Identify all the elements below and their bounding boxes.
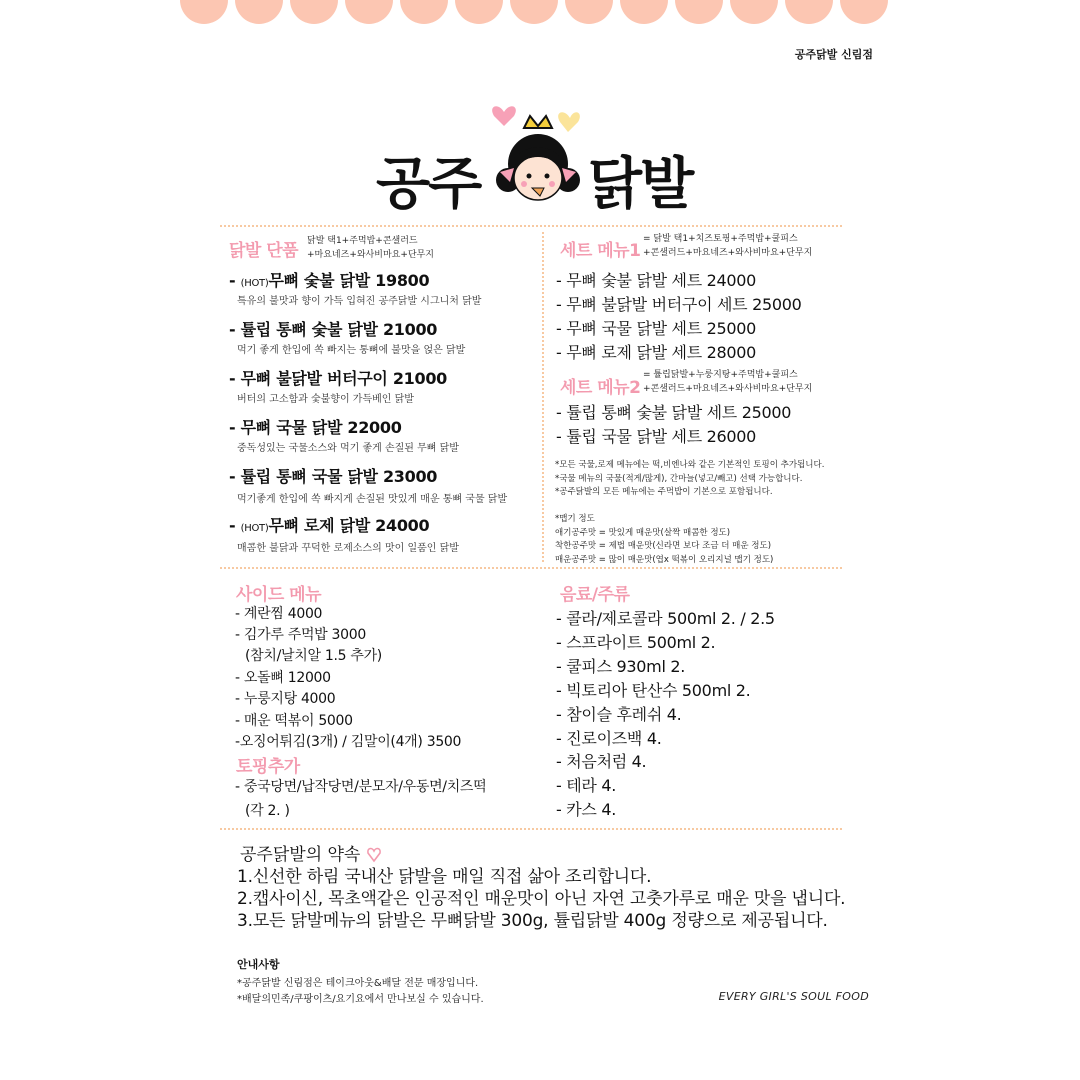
brand-logo: [370, 92, 710, 217]
divider-vertical: [542, 232, 544, 562]
drinks-title: 음료/주류: [560, 585, 630, 605]
divider-middle: [220, 567, 842, 569]
princess-mascot-icon: [488, 92, 588, 212]
menu-item: - 튤립 통뼈 숯불 닭발 21000: [229, 320, 438, 339]
side-item: (참치/날치알 1.5 추가): [245, 648, 382, 664]
menu-item-desc: 중독성있는 국물소스와 먹기 좋게 손질된 무뼈 닭발: [237, 443, 459, 454]
menu-item: - 무뼈 국물 닭발 22000: [229, 418, 402, 437]
set1-note: = 닭발 택1+치즈토핑+주먹밥+쿨피스 +콘샐러드+마요네즈+와사비마요+단무지: [643, 234, 813, 258]
drink-item: - 카스 4.: [556, 800, 617, 819]
divider-bottom: [220, 828, 842, 830]
set1-item: - 무뼈 숯불 닭발 세트 24000: [556, 271, 757, 290]
menu-item: - 튤립 통뼈 국물 닭발 23000: [229, 467, 438, 486]
notice-line: *공주닭발 신림점은 테이크아웃&배달 전문 매장입니다.: [237, 978, 479, 989]
scallop-border: [180, 0, 890, 28]
topping-item: (각 2. ): [245, 803, 290, 819]
single-menu-title: 닭발 단품: [229, 241, 299, 261]
side-item: - 김가루 주먹밥 3000: [235, 627, 366, 643]
notice-line: *배달의민족/쿠팡이츠/요기요에서 만나보실 수 있습니다.: [237, 994, 484, 1005]
set1-item: - 무뼈 국물 닭발 세트 25000: [556, 319, 757, 338]
promise-title: 공주닭발의 약속: [240, 840, 382, 865]
heart-pink-icon: [492, 106, 516, 126]
heart-yellow-icon: [558, 112, 580, 132]
brand-left: 공주: [376, 152, 481, 217]
slogan: EVERY GIRL'S SOUL FOOD: [718, 990, 869, 1003]
drink-item: - 콜라/제로콜라 500ml 2. / 2.5: [556, 609, 775, 628]
drink-item: - 참이슬 후레쉬 4.: [556, 705, 682, 724]
set1-item: - 무뼈 불닭발 버터구이 세트 25000: [556, 295, 802, 314]
side-item: - 매운 떡볶이 5000: [235, 713, 353, 729]
drink-item: - 처음처럼 4.: [556, 752, 647, 771]
menu-item-desc: 매콤한 불닭과 꾸덕한 로제소스의 맛이 일품인 닭발: [237, 543, 459, 554]
divider-top: [220, 225, 842, 227]
heart-outline-icon: [366, 847, 382, 863]
promise-line: 2.캡사이신, 목초액같은 인공적인 매운맛이 아닌 자연 고춧가루로 매운 맛을 냅니다.: [237, 889, 846, 909]
promise-line: 3.모든 닭발메뉴의 닭발은 무뼈닭발 300g, 튤립닭발 400g 정량으로 제공됩니다.: [237, 911, 828, 931]
side-item: -오징어튀김(3개) / 김말이(4개) 3500: [235, 734, 462, 750]
single-menu-note: 닭발 택1+주먹밥+콘샐러드 +마요네즈+와사비마요+단무지: [307, 236, 434, 260]
side-menu-title: 사이드 메뉴: [236, 585, 322, 605]
drink-item: - 빅토리아 탄산수 500ml 2.: [556, 681, 751, 700]
drink-item: - 테라 4.: [556, 776, 617, 795]
menu-item-desc: 먹기 좋게 한입에 쏙 빠지는 통뼈에 불맛을 얹은 닭발: [237, 345, 466, 356]
brand-right: 닭발: [588, 152, 693, 217]
menu-item: - 무뼈 불닭발 버터구이 21000: [229, 369, 448, 388]
menu-item: - (HOT)무뼈 숯불 닭발 19800: [229, 271, 430, 290]
menu-item-desc: 버터의 고소함과 숯불향이 가득베인 닭발: [237, 394, 414, 405]
topping-item: - 중국당면/납작당면/분모자/우동면/치즈떡: [235, 779, 487, 795]
set1-title: 세트 메뉴1: [560, 241, 641, 261]
set2-note: = 튤립닭발+누룽지탕+주먹밥+쿨피스 +콘샐러드+마요네즈+와사비마요+단무지: [643, 370, 813, 394]
set2-title: 세트 메뉴2: [560, 378, 641, 398]
drink-item: - 쿨피스 930ml 2.: [556, 657, 686, 676]
topping-title: 토핑추가: [236, 757, 300, 777]
menu-item: - (HOT)무뼈 로제 닭발 24000: [229, 516, 430, 535]
notes-block: *모든 국물,로제 메뉴에는 떡,비엔나와 같은 기본적인 토핑이 추가됩니다. *국물 메뉴의 국물(적게/많게), 간마늘(넣고/빼고) 선택 가능합니다. *공주닭발의 모든 메뉴에는 주먹밥이 기본으로 포함됩니다.: [555, 460, 825, 497]
crown-icon: [524, 116, 552, 128]
side-item: - 누룽지탕 4000: [235, 691, 336, 707]
spicy-level-block: *맵기 정도 애기공주맛 = 맛있게 매운맛(살짝 매콤한 정도) 착한공주맛 = 제법 매운맛(신라면 보다 조금 더 매운 정도) 매운공주맛 = 많이 매운맛(엽x 떡볶이 오리지널 맵기 정도): [555, 514, 774, 565]
set2-item: - 튤립 통뼈 숯불 닭발 세트 25000: [556, 403, 792, 422]
notice-title: 안내사항: [237, 958, 280, 971]
promise-line: 1.신선한 하림 국내산 닭발을 매일 직접 삶아 조리합니다.: [237, 867, 652, 887]
set1-item: - 무뼈 로제 닭발 세트 28000: [556, 343, 757, 362]
drink-item: - 진로이즈백 4.: [556, 729, 662, 748]
side-item: - 계란찜 4000: [235, 606, 323, 622]
store-name: 공주닭발 신림점: [794, 48, 873, 61]
drink-item: - 스프라이트 500ml 2.: [556, 633, 716, 652]
set2-item: - 튤립 국물 닭발 세트 26000: [556, 427, 757, 446]
menu-item-desc: 특유의 불맛과 향이 가득 입혀진 공주닭발 시그니처 닭발: [237, 296, 482, 307]
menu-item-desc: 먹기좋게 한입에 쏙 빠지게 손질된 맛있게 매운 통뼈 국물 닭발: [237, 494, 508, 505]
side-item: - 오돌뼈 12000: [235, 670, 331, 686]
